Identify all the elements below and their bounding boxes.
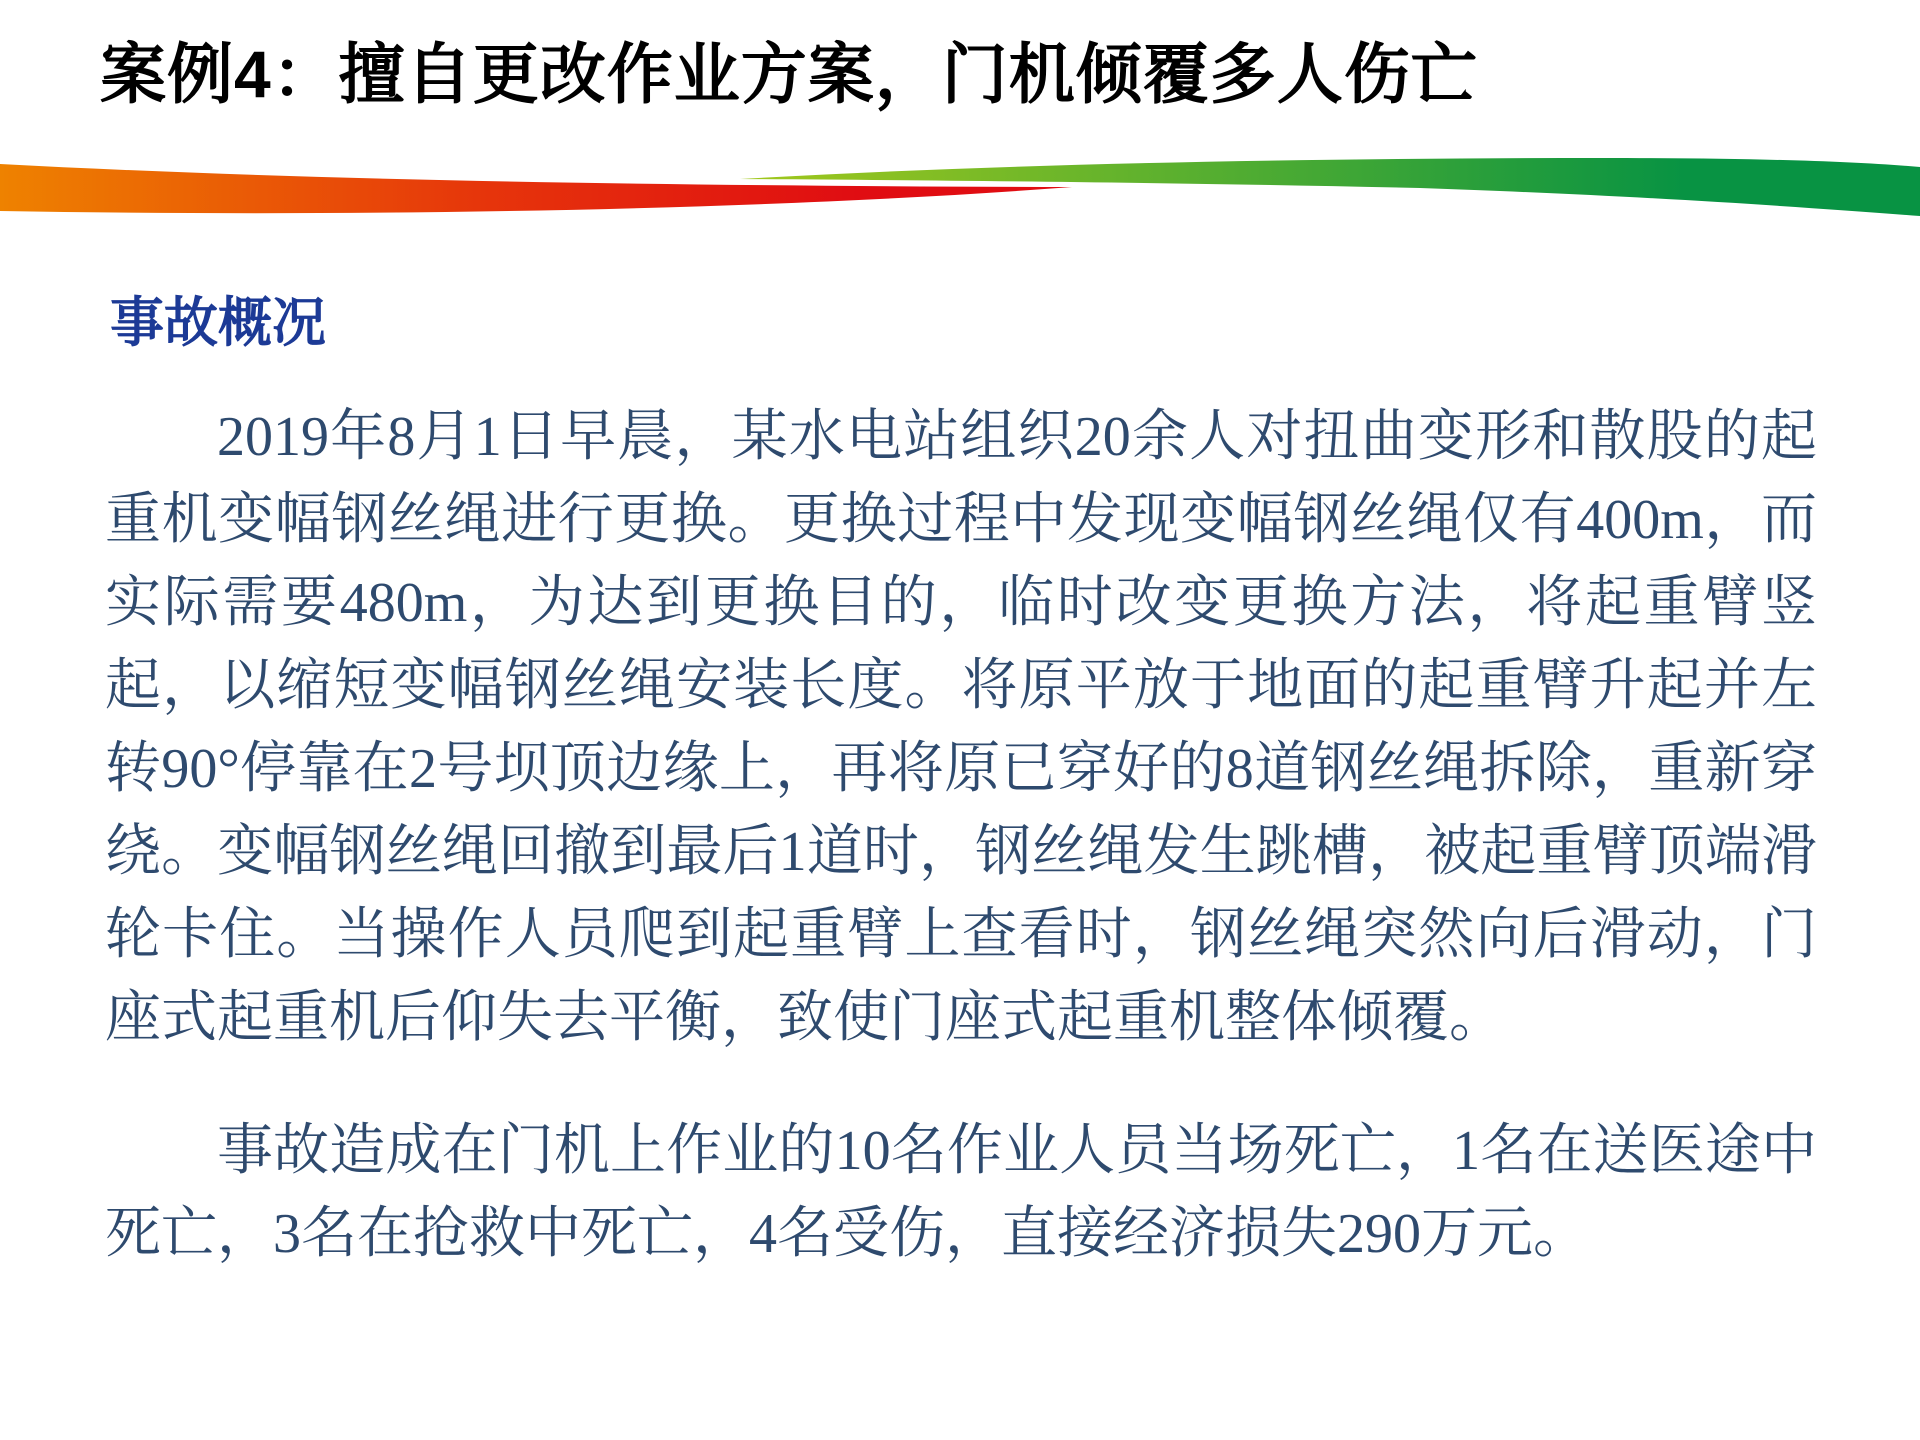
slide-title: 案例4：擅自更改作业方案，门机倾覆多人伤亡: [100, 37, 1478, 111]
body-text-block: [105, 396, 1817, 1276]
paragraph-accident-description: 2019年8月1日早晨，某水电站组织20余人对扭曲变形和散股的起重机变幅钢丝绳进行更换。更换过程中发现变幅钢丝绳仅有400m，而实际需要480m，为达到更换目的，临时改变更换方法，将起重臂竖起，以缩短变幅钢丝绳安装长度。将原平放于地面的起重臂升起并左转90°停靠在2号坝顶边缘上，再将原已穿好的8道钢丝绳拆除，重新穿绕。变幅钢丝绳回撤到最后1道时，钢丝绳发生跳槽，被起重臂顶端滑轮卡住。当操作人员爬到起重臂上查看时，钢丝绳突然向后滑动，门座式起重机后仰失去平衡，致使门座式起重机整体倾覆。: [105, 406, 1817, 1049]
section-heading: 事故概况: [110, 293, 326, 353]
paragraph-casualties: 事故造成在门机上作业的10名作业人员当场死亡，1名在送医途中死亡，3名在抢救中死亡，4名受伤，直接经济损失290万元。: [105, 1120, 1817, 1265]
ribbon-graphic: [0, 125, 1920, 250]
